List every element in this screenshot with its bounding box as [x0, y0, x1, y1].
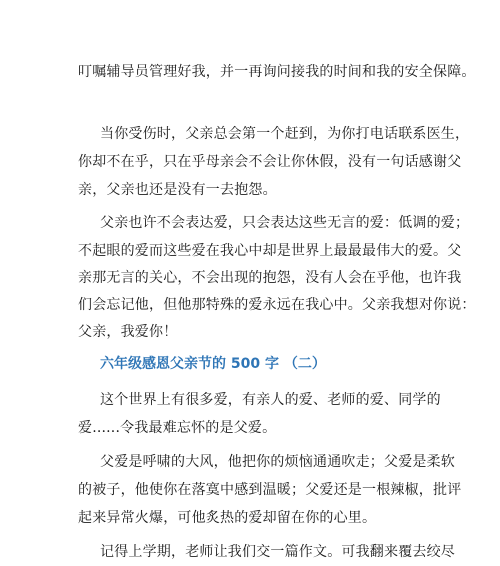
text-line: 起来异常火爆，可他炙热的爱却留在你的心里。	[78, 510, 377, 526]
text-line: 们会忘记他，但他那特殊的爱永远在我心中。父亲我想对你说：	[78, 297, 476, 313]
text-line: 你却不在乎，只在乎母亲会不会让你休假，没有一句话感谢父	[78, 154, 462, 170]
text-line: 当你受伤时，父亲总会第一个赶到，为你打电话联系医生，	[100, 126, 470, 142]
text-line: 的被子，他使你在落寞中感到温暖；父爱还是一根辣椒，批评	[78, 482, 462, 498]
text-line: 爱......令我最难忘怀的是父爱。	[78, 420, 277, 436]
section-heading: 六年级感恩父亲节的 500 字 （二）	[100, 356, 326, 372]
text-line: 父爱是呼啸的大风，他把你的烦恼通通吹走；父爱是柔软	[100, 454, 455, 470]
text-line: 亲那无言的关心，不会出现的抱怨，没有人会在乎他，也许我	[78, 270, 462, 286]
text-line: 叮嘱辅导员管理好我，并一再询问接我的时间和我的安全保障。	[78, 64, 476, 80]
text-line: 父亲也许不会表达爱，只会表达这些无言的爱：低调的爱；	[100, 215, 470, 231]
text-line: 父亲，我爱你！	[78, 324, 178, 340]
text-line: 亲，父亲也还是没有一去抱怨。	[78, 182, 277, 198]
text-line: 这个世界上有很多爱，有亲人的爱、老师的爱、同学的	[100, 392, 441, 408]
text-line: 不起眼的爱而这些爱在我心中却是世界上最最最伟大的爱。父	[78, 243, 462, 259]
text-line: 记得上学期，老师让我们交一篇作文。可我翻来覆去绞尽	[100, 544, 455, 560]
